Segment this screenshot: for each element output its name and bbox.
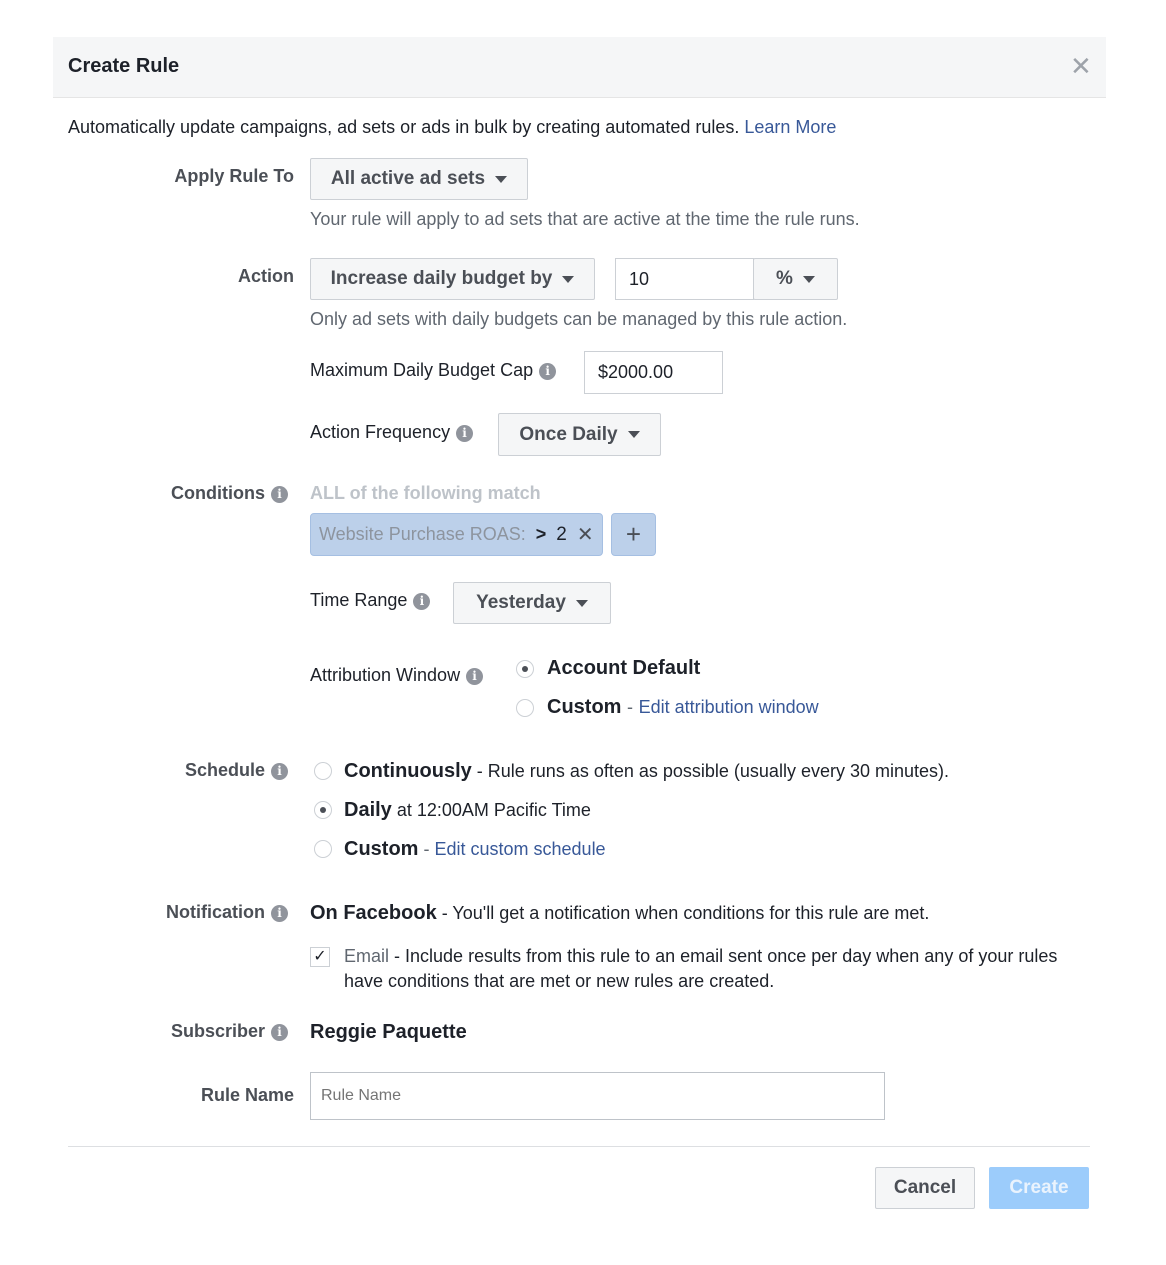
max-cap-input[interactable]: $2000.00 [584, 351, 723, 394]
subscriber-name: Reggie Paquette [310, 1021, 467, 1043]
frequency-dropdown[interactable] [498, 413, 661, 456]
attribution-label [310, 665, 483, 686]
caret-down-icon [562, 276, 574, 283]
condition-metric: Website Purchase ROAS: [319, 524, 526, 544]
schedule-custom-label [344, 838, 606, 861]
email-checkbox[interactable]: ✓ [310, 947, 330, 967]
intro-description: Automatically update campaigns, ad sets or ads in bulk by creating automated rules. [68, 117, 740, 137]
notification-label-text: Notification [166, 902, 265, 922]
info-icon[interactable]: i [466, 668, 483, 685]
attribution-custom-text: Custom [547, 696, 622, 718]
intro-text [68, 117, 836, 138]
attribution-default-label: Account Default [547, 657, 701, 679]
schedule-daily-desc: at 12:00AM Pacific Time [396, 800, 591, 820]
info-icon[interactable]: i [271, 905, 288, 922]
max-cap-label-text: Maximum Daily Budget Cap [310, 360, 534, 380]
schedule-daily-text: Daily [344, 799, 392, 821]
conditions-label [54, 483, 288, 504]
action-dropdown[interactable] [310, 258, 595, 300]
info-icon[interactable]: i [271, 763, 288, 780]
action-amount-input[interactable]: 10 [615, 258, 754, 300]
apply-rule-to-label: Apply Rule To [174, 166, 294, 186]
time-range-value: Yesterday [476, 592, 566, 613]
schedule-continuously-text: Continuously [344, 760, 472, 782]
action-unit-value: % [776, 268, 793, 289]
action-label: Action [238, 266, 294, 286]
dialog-title: Create Rule [68, 55, 180, 77]
notification-facebook-desc: - You'll get a notification when conditions for this rule are met. [441, 903, 930, 923]
action-unit-dropdown[interactable] [753, 258, 838, 300]
cancel-button[interactable]: Cancel [875, 1167, 975, 1209]
condition-chip[interactable] [310, 513, 603, 556]
apply-rule-to-dropdown[interactable] [310, 158, 528, 200]
email-notification-text [344, 946, 1057, 967]
edit-custom-schedule-link[interactable]: Edit custom schedule [434, 839, 606, 859]
learn-more-link[interactable]: Learn More [744, 117, 837, 137]
condition-operator: > [535, 524, 547, 544]
frequency-value: Once Daily [519, 423, 618, 445]
footer-divider [68, 1146, 1090, 1147]
schedule-label-text: Schedule [184, 760, 265, 780]
subscriber-label-text: Subscriber [170, 1021, 265, 1041]
schedule-custom-text: Custom [344, 838, 419, 860]
max-cap-label [310, 360, 556, 381]
dialog-header [53, 37, 1106, 98]
email-desc-line1: - Include results from this rule to an email sent once per day when any of your rules [394, 946, 1058, 966]
info-icon[interactable]: i [413, 593, 430, 610]
email-desc-line2: have conditions that are met or new rules are created. [344, 971, 775, 991]
schedule-custom-radio[interactable] [314, 840, 332, 858]
schedule-custom-sep: - [423, 839, 430, 859]
remove-condition-icon[interactable]: ✕ [576, 524, 594, 546]
info-icon[interactable]: i [456, 425, 473, 442]
action-value: Increase daily budget by [330, 268, 553, 289]
attribution-label-text: Attribution Window [310, 665, 461, 685]
subscriber-label [54, 1021, 288, 1042]
notification-label [54, 902, 288, 923]
edit-attribution-link[interactable]: Edit attribution window [638, 697, 819, 717]
conditions-label-text: Conditions [171, 483, 265, 503]
caret-down-icon [576, 600, 588, 607]
time-range-label [310, 590, 430, 611]
action-help: Only ad sets with daily budgets can be managed by this rule action. [310, 309, 848, 329]
rule-name-label: Rule Name [200, 1085, 294, 1105]
condition-value: 2 [556, 523, 567, 545]
attribution-default-radio[interactable] [516, 660, 534, 678]
email-label: Email [344, 946, 390, 966]
schedule-continuously-label [344, 760, 949, 783]
rule-name-input[interactable] [310, 1072, 885, 1120]
schedule-continuously-desc: - Rule runs as often as possible (usually every 30 minutes). [476, 761, 949, 781]
notification-facebook [310, 902, 929, 925]
apply-rule-to-help: Your rule will apply to ad sets that are active at the time the rule runs. [310, 209, 860, 229]
info-icon[interactable]: i [539, 363, 556, 380]
schedule-daily-radio[interactable] [314, 801, 332, 819]
conditions-match: ALL of the following match [310, 483, 541, 503]
caret-down-icon [803, 276, 815, 283]
info-icon[interactable]: i [271, 1024, 288, 1041]
add-condition-button[interactable]: + [611, 513, 656, 556]
attribution-custom-radio[interactable] [516, 699, 534, 717]
time-range-label-text: Time Range [310, 590, 408, 610]
frequency-label-text: Action Frequency [310, 422, 451, 442]
attribution-custom-label: Custom - Edit attribution window [547, 696, 819, 718]
apply-rule-to-value: All active ad sets [330, 168, 486, 189]
schedule-label [54, 760, 288, 781]
caret-down-icon [495, 176, 507, 183]
caret-down-icon [628, 431, 640, 438]
frequency-label [310, 422, 473, 443]
close-icon[interactable]: ✕ [1070, 51, 1092, 81]
info-icon[interactable]: i [271, 486, 288, 503]
notification-facebook-title: On Facebook [310, 902, 437, 924]
time-range-dropdown[interactable] [453, 582, 611, 624]
schedule-continuously-radio[interactable] [314, 762, 332, 780]
create-button[interactable]: Create [989, 1167, 1089, 1209]
schedule-daily-label [344, 799, 591, 822]
